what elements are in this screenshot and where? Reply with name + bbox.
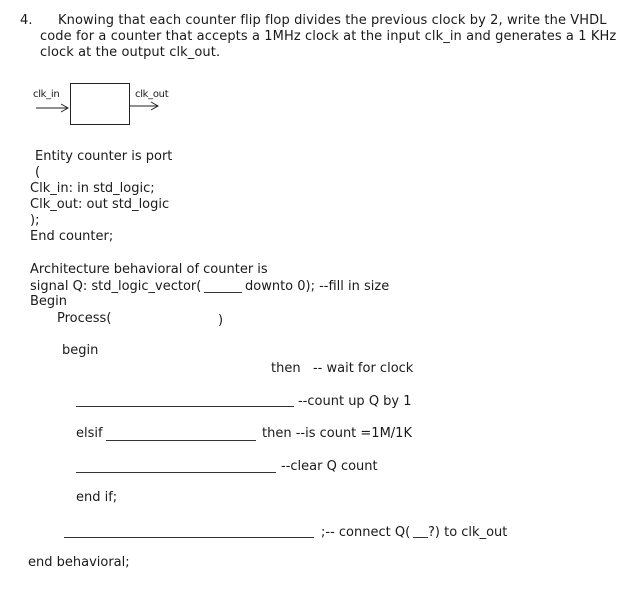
entity-line-6: End counter; [30,229,114,244]
connect-q-comment: ?) to clk_out [428,525,508,540]
entity-line-5: ); [30,213,40,228]
entity-line-4: Clk_out: out std_logic [30,197,170,212]
clear-q-comment: --clear Q count [281,459,378,474]
count-up-blank [76,406,294,407]
clear-q-blank [76,472,276,473]
counter-box [70,83,130,125]
elsif-condition-blank [106,440,256,441]
process-close: ) [218,313,224,328]
connect-comment: ;-- connect Q( [321,525,411,540]
then-is-count-comment: then --is count =1M/1K [262,426,412,441]
signal-declaration: signal Q: std_logic_vector( [30,279,202,294]
entity-line-1: Entity counter is port [35,149,173,164]
process-begin: begin [62,343,99,358]
question-line-1: Knowing that each counter flip flop divides the previous clock by 2, write the VHDL [58,13,607,28]
clk-in-label: clk_in [33,89,60,100]
output-arrow-icon [130,100,162,112]
elsif-keyword: elsif [76,426,103,441]
size-blank [204,292,242,293]
signal-declaration-tail: downto 0); --fill in size [245,279,390,294]
entity-line-2: ( [35,165,41,180]
process-open: Process( [57,311,112,326]
count-up-comment: --count up Q by 1 [298,394,412,409]
clk-out-label: clk_out [135,89,169,100]
question-line-2: code for a counter that accepts a 1MHz clock at the input clk_in and generates a 1 KHz [40,29,617,44]
end-behavioral: end behavioral; [28,555,130,570]
architecture-begin: Begin [30,294,68,309]
entity-line-3: Clk_in: in std_logic; [30,181,155,196]
connect-blank [64,537,314,538]
question-line-3: clock at the output clk_out. [40,45,221,60]
connect-index-blank [413,537,428,538]
architecture-line-1: Architecture behavioral of counter is [30,262,268,277]
then-wait-comment: then -- wait for clock [271,361,414,376]
question-number: 4. [20,13,33,28]
input-arrow-icon [34,102,72,114]
end-if: end if; [76,490,118,505]
